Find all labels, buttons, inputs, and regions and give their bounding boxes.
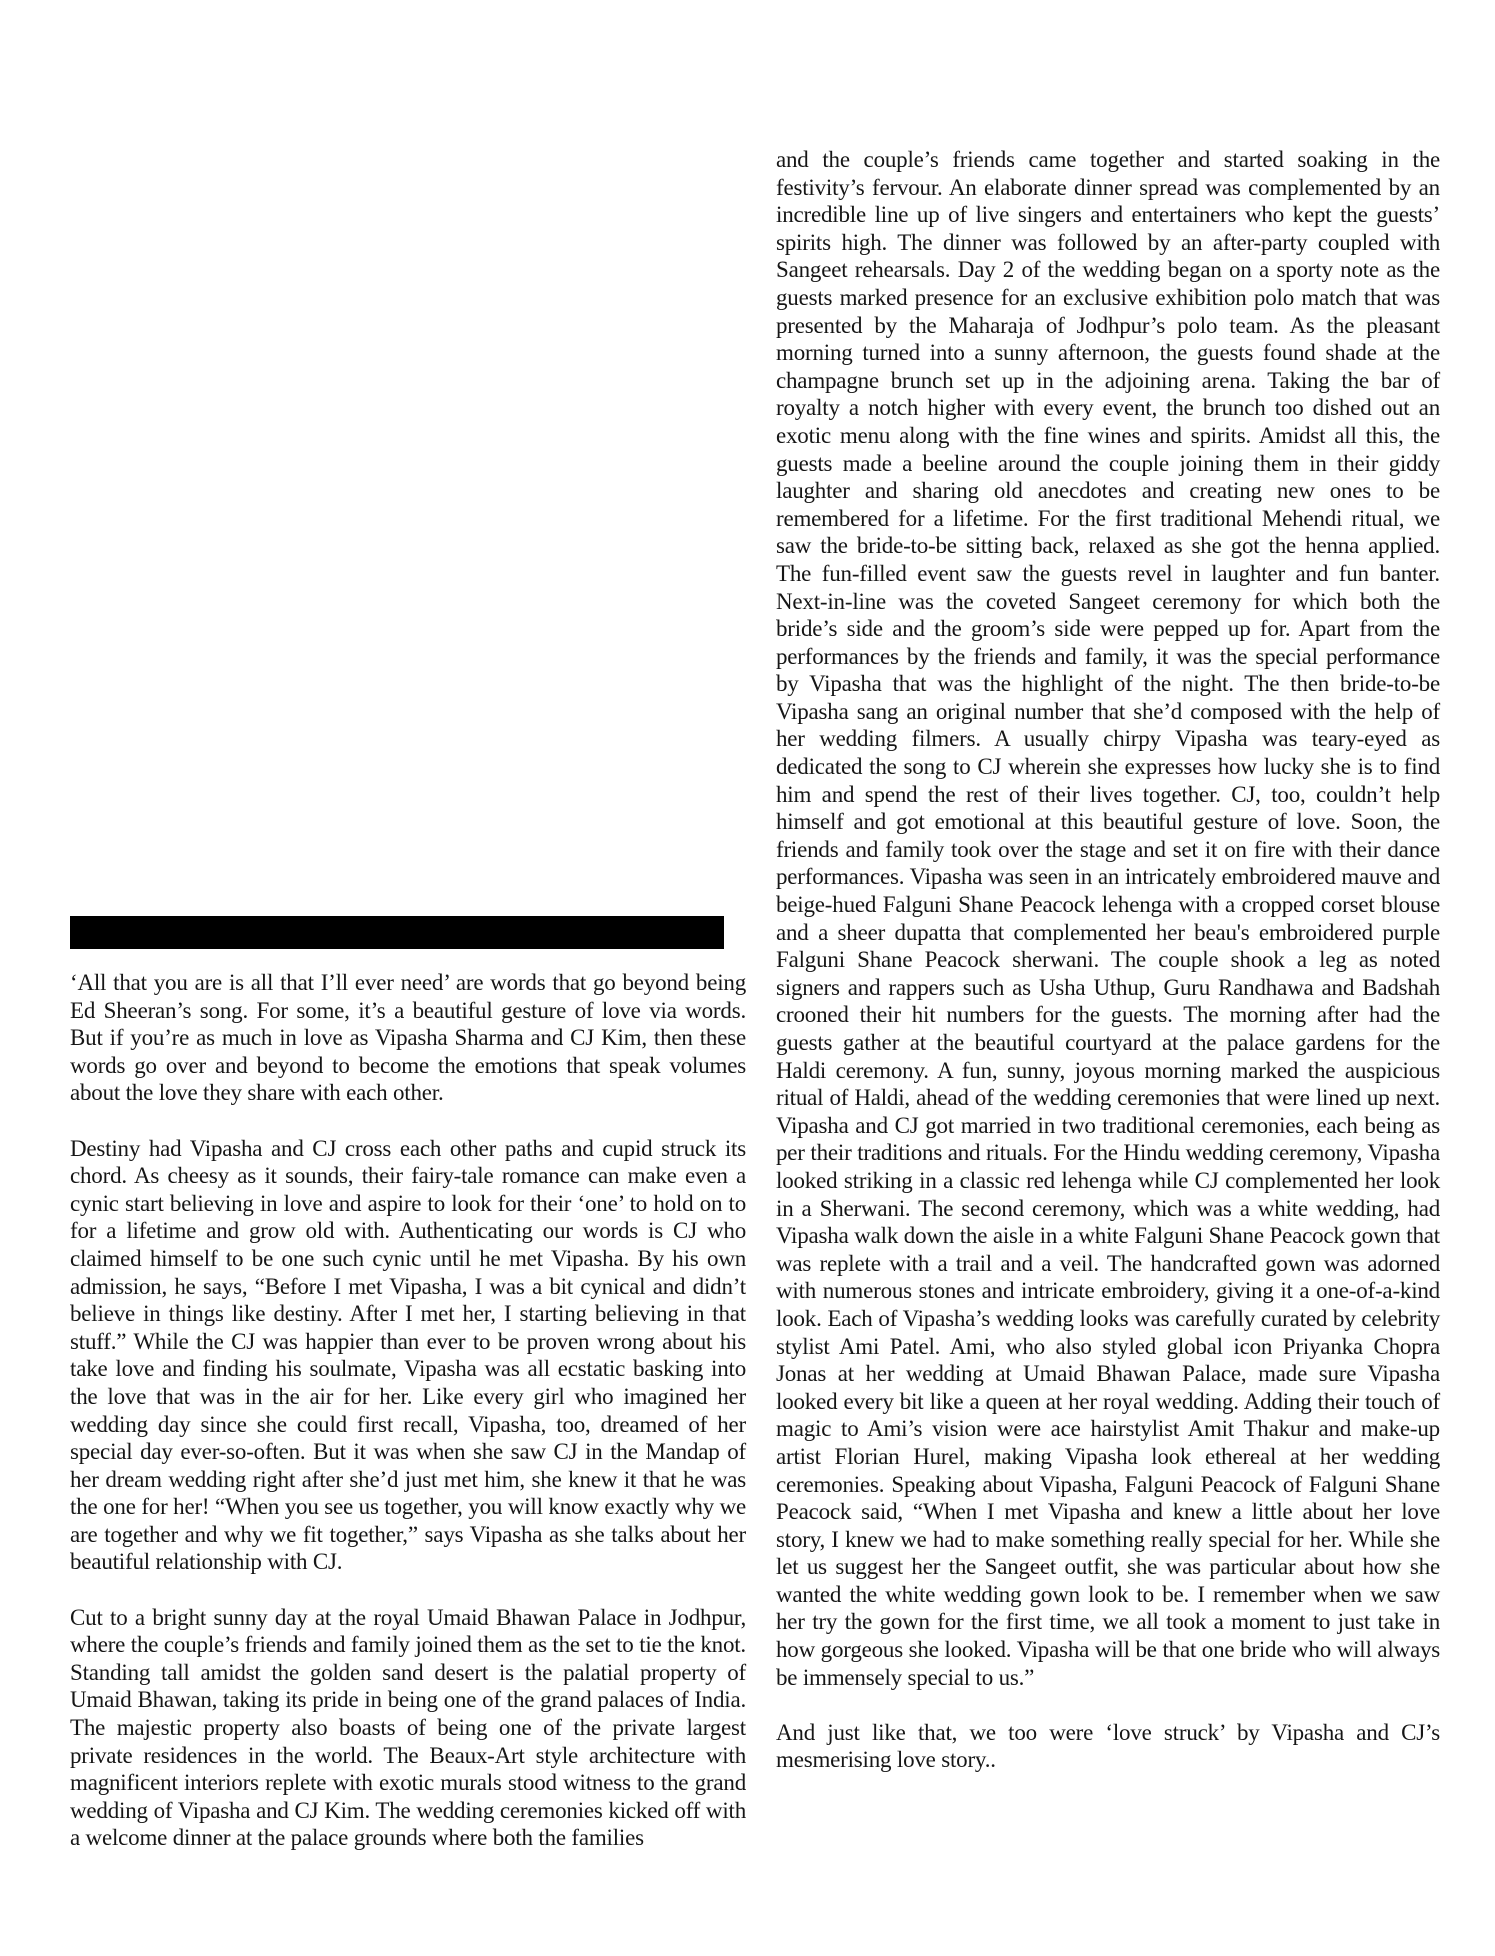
right-paragraph-wedding-events: and the couple’s friends came together and started soaking in the festivity’s fervour. An elaborate dinner spread was complemented by an incredible line up of live singers and entertainers who kept the guests’ spirits high. The dinner was followed by an after-party coupled with Sangeet rehearsals. Day 2 of the wedding began on a sporty note as the guests marked presence for an exclusive exhibition polo match that was presented by the Maharaja of Jodhpur’s polo team. As the pleasant morning turned into a sunny afternoon, the guests found shade at the champagne brunch set up in the adjoining arena. Taking the bar of royalty a notch higher with every event, the brunch too dished out an exotic menu along with the fine wines and spirits. Amidst all this, the guests made a beeline around the couple joining them in their giddy laughter and sharing old anecdotes and creating new ones to be remembered for a lifetime. For the first traditional Mehendi ritual, we saw the bride-to-be sitting back, relaxed as she got the henna applied. The fun-filled event saw the guests revel in laughter and fun banter. Next-in-line was the coveted Sangeet ceremony for which both the bride’s side and the groom’s side were pepped up for. Apart from the performances by the friends and family, it was the special performance by Vipasha that was the highlight of the night. The then bride-to-be Vipasha sang an original number that she’d composed with the help of her wedding filmers. A usually chirpy Vipasha was teary-eyed as dedicated the song to CJ wherein she expresses how lucky she is to find him and spend the rest of their lives together. CJ, too, couldn’t help himself and got emotional at this beautiful gesture of love. Soon, the friends and family took over the stage and set it on fire with their dance performances. Vipasha was seen in an intricately embroidered mauve and beige-hued Falguni Shane Peacock lehenga with a cropped corset blouse and a sheer dupatta that complemented her beau's embroidered purple Falguni Shane Peacock sherwani. The couple shook a leg as noted signers and rappers such as Usha Uthup, Guru Randhawa and Badshah crooned their hit numbers for the guests. The morning after had the guests gather at the beautiful courtyard at the palace gardens for the Haldi ceremony. A fun, sunny, joyous morning marked the auspicious ritual of Haldi, ahead of the wedding ceremonies that were lined up next. Vipasha and CJ got married in two traditional ceremonies, each being as per their traditions and rituals. For the Hindu wedding ceremony, Vipasha looked striking in a classic red lehenga while CJ complemented her look in a Sherwani. The second ceremony, which was a white wedding, had Vipasha walk down the aisle in a white Falguni Shane Peacock gown that was replete with a trail and a veil. The handcrafted gown was adorned with numerous stones and intricate embroidery, giving it a one-of-a-kind look. Each of Vipasha’s wedding looks was carefully curated by celebrity stylist Ami Patel. Ami, who also styled global icon Priyanka Chopra Jonas at her wedding at Umaid Bhawan Palace, made sure Vipasha looked every bit like a queen at her royal wedding. Adding their touch of magic to Ami’s vision were ace hairstylist Amit Thakur and make-up artist Florian Hurel, making Vipasha look ethereal at her wedding ceremonies. Speaking about Vipasha, Falguni Peacock of Falguni Shane Peacock said, “When I met Vipasha and knew a little about her love story, I knew we had to make something really special for her. While she let us suggest her the Sangeet outfit, she was particular about how she wanted the white wedding gown look to be. I remember when we saw her try the gown for the first time, we all took a moment to just take in how gorgeous she looked. Vipasha will be that one bride who will always be immensely special to us.” bbox=[776, 147, 1440, 1690]
left-column bbox=[70, 916, 746, 1852]
left-paragraph-intro: ‘All that you are is all that I’ll ever need’ are words that go beyond being Ed Sheeran’s song. For some, it’s a beautiful gesture of love via words. But if you’re as much in love as Vipasha Sharma and CJ Kim, then these words go over and beyond to become the emotions that speak volumes about the love they share with each other. bbox=[70, 970, 746, 1106]
left-paragraph-destiny: Destiny had Vipasha and CJ cross each other paths and cupid struck its chord. As cheesy as it sounds, their fairy-tale romance can make even a cynic start believing in love and aspire to look for their ‘one’ to hold on to for a lifetime and grow old with. Authenticating our words is CJ who claimed himself to be one such cynic until he met Vipasha. By his own admission, he says, “Before I met Vipasha, I was a bit cynical and didn’t believe in things like destiny. After I met her, I starting believing in that stuff.” While the CJ was happier than ever to be proven wrong about his take love and finding his soulmate, Vipasha was all ecstatic basking into the love that was in the air for her. Like every girl who imagined her wedding day since she could first recall, Vipasha, too, dreamed of her special day ever-so-often. But it was when she saw CJ in the Mandap of her dream wedding right after she’d just met him, she knew it that he was the one for her! “When you see us together, you will know exactly why we are together and why we fit together,” says Vipasha as she talks about her beautiful relationship with CJ. bbox=[70, 1135, 746, 1575]
left-paragraph-palace: Cut to a bright sunny day at the royal Umaid Bhawan Palace in Jodhpur, where the couple’s friends and family joined them as the set to tie the knot. Standing tall amidst the golden sand desert is the palatial property of Umaid Bhawan, taking its pride in being one of the grand palaces of India. The majestic property also boasts of being one of the private largest private residences in the world. The Beaux-Art style architecture with magnificent interiors replete with exotic murals stood witness to the grand wedding of Vipasha and CJ Kim. The wedding ceremonies kicked off with a welcome dinner at the palace grounds where both the families bbox=[70, 1604, 746, 1851]
right-column bbox=[776, 146, 1440, 1774]
right-paragraph-closing: And just like that, we too were ‘love struck’ by Vipasha and CJ’s mesmerising love story.. bbox=[776, 1719, 1440, 1773]
redacted-title-bar bbox=[70, 916, 724, 949]
